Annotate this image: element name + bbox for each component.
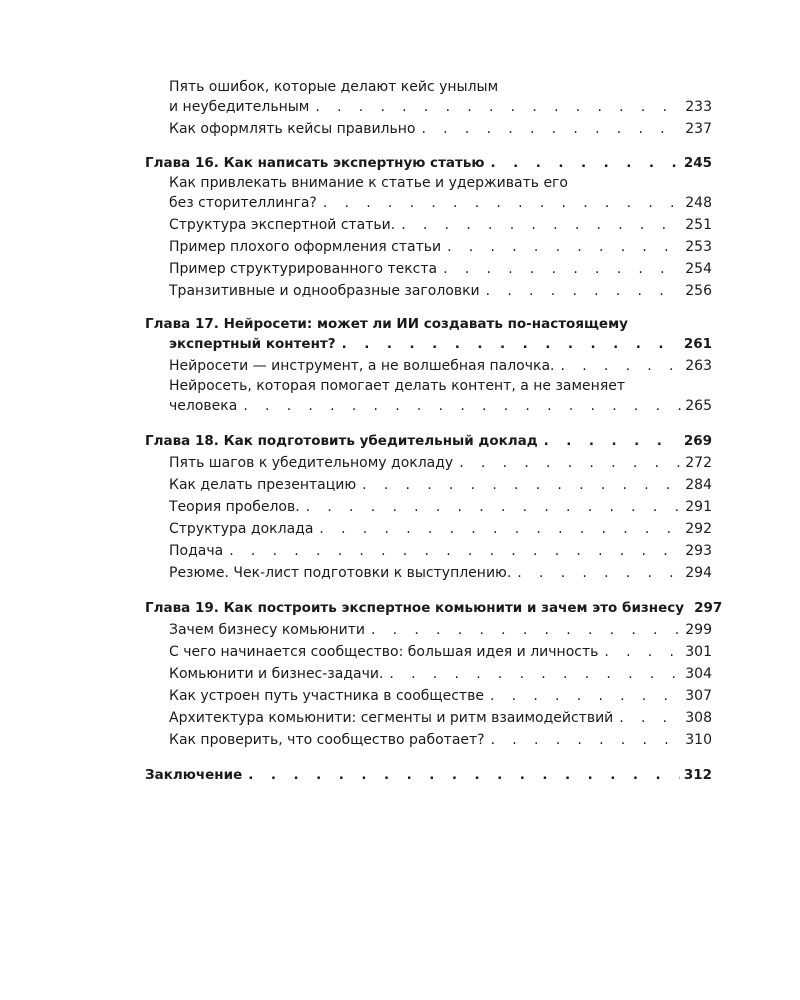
toc-entry[interactable] bbox=[145, 496, 712, 518]
toc-entry-text: Структура доклада bbox=[169, 521, 314, 537]
leader-dots bbox=[486, 280, 682, 302]
toc-entry-page: 253 bbox=[685, 239, 712, 255]
toc-entry-text: Как проверить, что сообщество работает? bbox=[169, 732, 485, 748]
leader-dots bbox=[459, 452, 681, 474]
leader-dots bbox=[447, 236, 681, 258]
toc-entry-page: 291 bbox=[685, 499, 712, 515]
leader-dots bbox=[619, 707, 681, 729]
toc-entry-page: 299 bbox=[685, 622, 712, 638]
leader-dots bbox=[315, 96, 681, 118]
toc-entry[interactable] bbox=[145, 377, 712, 417]
chapter-16 bbox=[145, 152, 712, 302]
toc-entry-text: Зачем бизнесу комьюнити bbox=[169, 622, 365, 638]
leader-dots bbox=[306, 496, 682, 518]
toc-entry-text: Пример плохого оформления статьи bbox=[169, 239, 442, 255]
toc-entry-page: 272 bbox=[685, 455, 712, 471]
leader-dots bbox=[517, 562, 681, 584]
conclusion-page: 312 bbox=[683, 767, 712, 783]
chapter-page: 245 bbox=[683, 155, 712, 171]
toc-entry-text: Как устроен путь участника в сообществе bbox=[169, 688, 484, 704]
toc-entry-text: С чего начинается сообщество: большая идея и личность bbox=[169, 644, 599, 660]
leader-dots bbox=[490, 152, 679, 174]
toc-entry-page: 237 bbox=[685, 121, 712, 137]
toc-entry-page: 304 bbox=[685, 666, 712, 682]
chapter-title-line2: экспертный контент? bbox=[169, 336, 336, 352]
carryover-section bbox=[145, 78, 712, 140]
table-of-contents bbox=[145, 78, 723, 799]
toc-entry-text: Структура экспертной статьи. bbox=[169, 217, 396, 233]
leader-dots bbox=[443, 258, 681, 280]
toc-entry[interactable] bbox=[145, 518, 712, 540]
leader-dots bbox=[229, 540, 681, 562]
toc-entry[interactable] bbox=[145, 236, 712, 258]
toc-entry-text: Архитектура комьюнити: сегменты и ритм взаимодействий bbox=[169, 710, 614, 726]
toc-entry-page: 293 bbox=[685, 543, 712, 559]
leader-dots bbox=[362, 474, 681, 496]
toc-entry[interactable] bbox=[145, 258, 712, 280]
leader-dots bbox=[491, 729, 682, 751]
toc-entry-text-line2: человека bbox=[169, 398, 238, 414]
leader-dots bbox=[342, 333, 680, 355]
leader-dots bbox=[544, 430, 680, 452]
toc-entry-text: Как оформлять кейсы правильно bbox=[169, 121, 416, 137]
chapter-title-entry[interactable] bbox=[145, 152, 712, 174]
toc-entry-page: 254 bbox=[685, 261, 712, 277]
toc-entry-text: Как делать презентацию bbox=[169, 477, 357, 493]
chapter-title: Глава 16. Как написать экспертную статью bbox=[145, 155, 485, 171]
chapter-17 bbox=[145, 315, 712, 417]
chapter-title: Глава 19. Как построить экспертное комьюнити и зачем это бизнесу bbox=[145, 600, 685, 616]
chapter-title-entry[interactable] bbox=[145, 315, 712, 355]
toc-entry-text: Нейросети — инструмент, а не волшебная палочка. bbox=[169, 358, 555, 374]
toc-entry-text-line2: и неубедительным bbox=[169, 99, 310, 115]
chapter-page: 269 bbox=[683, 433, 712, 449]
toc-entry-page: 284 bbox=[685, 477, 712, 493]
toc-entry[interactable] bbox=[145, 729, 712, 751]
chapter-19 bbox=[145, 597, 723, 751]
leader-dots bbox=[604, 641, 681, 663]
conclusion bbox=[145, 764, 712, 786]
chapter-title-entry[interactable] bbox=[145, 430, 712, 452]
toc-entry-text: Транзитивные и однообразные заголовки bbox=[169, 283, 480, 299]
toc-entry[interactable] bbox=[145, 685, 712, 707]
toc-entry-page: 256 bbox=[685, 283, 712, 299]
toc-entry-page: 292 bbox=[685, 521, 712, 537]
chapter-page: 261 bbox=[683, 336, 712, 352]
leader-dots bbox=[319, 518, 681, 540]
toc-entry-page: 307 bbox=[685, 688, 712, 704]
toc-entry-text-line1: Как привлекать внимание к статье и удерживать его bbox=[169, 175, 568, 191]
toc-entry[interactable] bbox=[145, 214, 712, 236]
toc-entry-page: 251 bbox=[685, 217, 712, 233]
toc-entry-page: 310 bbox=[685, 732, 712, 748]
leader-dots bbox=[389, 663, 681, 685]
toc-entry-text: Пример структурированного текста bbox=[169, 261, 438, 277]
leader-dots bbox=[561, 355, 682, 377]
chapter-title: Глава 18. Как подготовить убедительный доклад bbox=[145, 433, 538, 449]
leader-dots bbox=[421, 118, 681, 140]
toc-entry-text-line1: Нейросеть, которая помогает делать контент, а не заменяет bbox=[169, 378, 626, 394]
toc-entry-page: 294 bbox=[685, 565, 712, 581]
toc-entry-page: 233 bbox=[685, 99, 712, 115]
leader-dots bbox=[490, 685, 681, 707]
leader-dots bbox=[323, 192, 681, 214]
toc-entry-text: Подача bbox=[169, 543, 224, 559]
toc-entry[interactable] bbox=[145, 174, 712, 214]
toc-entry-text: Комьюнити и бизнес-задачи. bbox=[169, 666, 384, 682]
toc-entry-page: 308 bbox=[685, 710, 712, 726]
toc-entry[interactable] bbox=[145, 707, 712, 729]
toc-entry-text: Теория пробелов. bbox=[169, 499, 300, 515]
leader-dots bbox=[401, 214, 681, 236]
toc-entry[interactable] bbox=[145, 474, 712, 496]
toc-entry-page: 263 bbox=[685, 358, 712, 374]
toc-entry[interactable] bbox=[145, 562, 712, 584]
toc-entry-text: Резюме. Чек-лист подготовки к выступлению. bbox=[169, 565, 512, 581]
conclusion-entry[interactable] bbox=[145, 764, 712, 786]
toc-entry-text-line2: без сторителлинга? bbox=[169, 195, 317, 211]
toc-entry[interactable] bbox=[145, 663, 712, 685]
chapter-page: 297 bbox=[694, 600, 723, 616]
toc-entry[interactable] bbox=[145, 540, 712, 562]
toc-entry[interactable] bbox=[145, 78, 712, 118]
toc-entry[interactable] bbox=[145, 452, 712, 474]
toc-entry[interactable] bbox=[145, 280, 712, 302]
chapter-18 bbox=[145, 430, 712, 584]
toc-entry[interactable] bbox=[145, 641, 712, 663]
leader-dots bbox=[371, 619, 681, 641]
toc-entry-page: 248 bbox=[685, 195, 712, 211]
leader-dots bbox=[243, 395, 681, 417]
chapter-title-entry[interactable] bbox=[145, 597, 723, 619]
conclusion-title: Заключение bbox=[145, 767, 243, 783]
toc-entry-text-line1: Пять ошибок, которые делают кейс унылым bbox=[169, 79, 499, 95]
toc-entry-page: 265 bbox=[685, 398, 712, 414]
toc-entry[interactable] bbox=[145, 619, 712, 641]
toc-entry-text: Пять шагов к убедительному докладу bbox=[169, 455, 454, 471]
toc-entry[interactable] bbox=[145, 355, 712, 377]
toc-entry-page: 301 bbox=[685, 644, 712, 660]
toc-entry[interactable] bbox=[145, 118, 712, 140]
chapter-title-line1: Глава 17. Нейросети: может ли ИИ создавать по-настоящему bbox=[145, 316, 628, 332]
leader-dots bbox=[248, 764, 680, 786]
